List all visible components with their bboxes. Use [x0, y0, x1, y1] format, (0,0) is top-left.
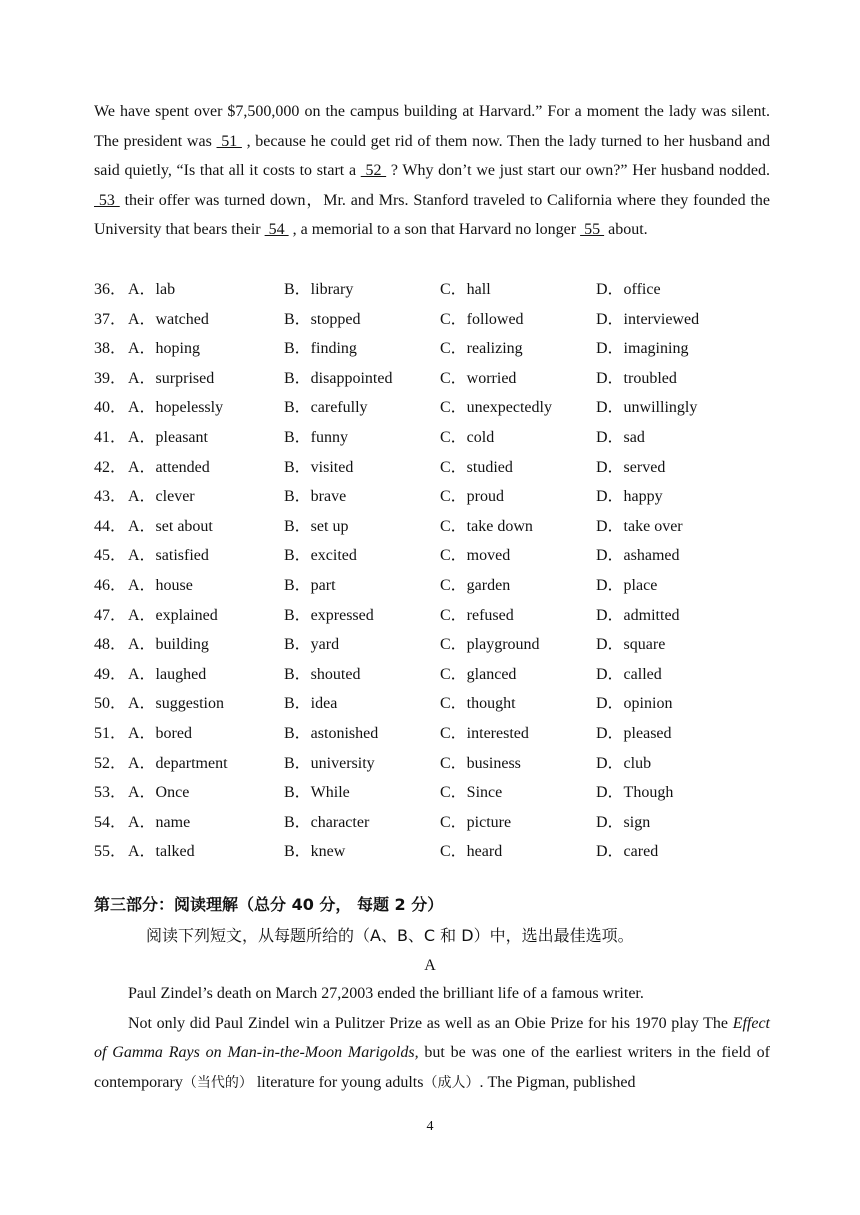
question-row: [94, 453, 774, 483]
option-a: A．set about: [128, 517, 213, 535]
option-a: A．clever: [128, 488, 195, 506]
option-c: C．followed: [440, 310, 524, 328]
question-row: [94, 749, 774, 779]
passage-label: A: [424, 957, 436, 974]
option-a: A．satisfied: [128, 547, 209, 565]
option-d: D．sign: [596, 813, 651, 831]
question-row: [94, 275, 774, 305]
passage-text: their offer was turned down，Mr. and Mrs. Stanford traveled to California where they founded the University that bears their: [94, 191, 771, 239]
option-d: D．Though: [596, 784, 674, 802]
option-a: A．laughed: [128, 665, 207, 683]
option-a: A．Once: [128, 784, 190, 802]
question-number: 37．: [94, 310, 127, 328]
option-d: D．square: [596, 636, 666, 654]
option-c: C．interested: [440, 724, 529, 742]
option-b: B．set up: [284, 517, 349, 535]
question-row: [94, 364, 774, 394]
section-instruction: 阅读下列短文，从每题所给的（A、B、C 和 D）中，选出最佳选项。: [146, 926, 634, 945]
question-row: [94, 305, 774, 335]
question-row: [94, 334, 774, 364]
question-number: 54．: [94, 813, 127, 831]
option-c: C．studied: [440, 458, 513, 476]
option-c: C．heard: [440, 843, 503, 861]
paragraph-text: literature for young adults: [252, 1073, 424, 1091]
question-row: [94, 482, 774, 512]
option-a: A．building: [128, 636, 209, 654]
option-b: B．knew: [284, 843, 346, 861]
option-a: A．explained: [128, 606, 218, 624]
option-b: B．stopped: [284, 310, 361, 328]
question-number: 48．: [94, 636, 127, 654]
option-a: A．watched: [128, 310, 209, 328]
play-title: Effect of Gamma Rays on Man-in-the-Moon Marigolds,: [94, 1014, 770, 1062]
option-b: B．astonished: [284, 724, 379, 742]
passage-text: , a memorial to a son that Harvard no longer: [288, 221, 581, 239]
question-number: 49．: [94, 665, 127, 683]
option-a: A．talked: [128, 843, 195, 861]
option-c: C．cold: [440, 428, 495, 446]
option-b: B．yard: [284, 636, 340, 654]
question-row: [94, 393, 774, 423]
question-number: 45．: [94, 547, 127, 565]
option-a: A．department: [128, 754, 228, 772]
paragraph-text: Not only did Paul Zindel win a Pulitzer Prize as well as an Obie Prize for his 1970 play The: [128, 1014, 733, 1032]
option-b: B．While: [284, 784, 350, 802]
option-c: C．take down: [440, 517, 533, 535]
option-b: B．part: [284, 576, 336, 594]
option-d: D．troubled: [596, 369, 677, 387]
question-row: [94, 630, 774, 660]
question-number: 46．: [94, 576, 127, 594]
option-c: C．worried: [440, 369, 517, 387]
option-c: C．glanced: [440, 665, 517, 683]
option-a: A．bored: [128, 724, 192, 742]
option-d: D．club: [596, 754, 652, 772]
option-c: C．refused: [440, 606, 514, 624]
paragraph-text: . The Pigman, published: [479, 1073, 636, 1091]
question-row: [94, 719, 774, 749]
option-d: D．cared: [596, 843, 659, 861]
gloss: （当代的）: [182, 1074, 253, 1091]
question-row: [94, 808, 774, 838]
option-d: D．unwillingly: [596, 399, 698, 417]
question-row: [94, 660, 774, 690]
option-c: C．Since: [440, 784, 503, 802]
question-number: 36．: [94, 281, 127, 298]
option-c: C．garden: [440, 576, 511, 594]
option-c: C．proud: [440, 488, 505, 506]
blank-52: 52: [360, 162, 387, 180]
page-number: 4: [426, 1119, 434, 1134]
question-row: [94, 541, 774, 571]
option-a: A．hopelessly: [128, 399, 224, 417]
option-b: B．university: [284, 754, 375, 772]
passage-continuation: [94, 97, 770, 245]
passage-text: We have spent over $7,500,000 on the campus building at Harvard.” For a moment the lady was silent. The president was: [94, 103, 770, 150]
option-c: C．unexpectedly: [440, 399, 552, 417]
option-d: D．imagining: [596, 340, 689, 358]
option-a: A．name: [128, 813, 191, 831]
blank-53: 53: [94, 191, 120, 209]
option-a: A．surprised: [128, 369, 215, 387]
option-b: B．finding: [284, 340, 357, 358]
option-b: B．carefully: [284, 399, 368, 417]
option-d: D．pleased: [596, 724, 672, 742]
question-row: [94, 837, 774, 867]
paragraph-1: Paul Zindel’s death on March 27,2003 ended the brilliant life of a famous writer.: [128, 985, 644, 1002]
reading-passage: [94, 979, 770, 1098]
blank-55: 55: [580, 221, 605, 239]
option-b: B．library: [284, 281, 354, 298]
option-c: C．playground: [440, 636, 540, 654]
option-c: C．business: [440, 754, 521, 772]
option-c: C．thought: [440, 695, 516, 713]
question-number: 43．: [94, 488, 127, 506]
option-c: C．realizing: [440, 340, 523, 358]
option-d: D．called: [596, 665, 662, 683]
option-b: B．expressed: [284, 606, 374, 624]
option-b: B．idea: [284, 695, 338, 713]
section-heading: 第三部分：阅读理解（总分 40 分， 每题 2 分）: [94, 895, 444, 914]
option-d: D．happy: [596, 488, 663, 506]
question-number: 38．: [94, 340, 127, 358]
option-b: B．disappointed: [284, 369, 393, 387]
question-row: [94, 423, 774, 453]
question-number: 53．: [94, 784, 127, 802]
question-number: 39．: [94, 369, 127, 387]
question-number: 40．: [94, 399, 127, 417]
option-a: A．pleasant: [128, 428, 208, 446]
option-d: D．place: [596, 576, 658, 594]
passage-text: , because he could get rid of them now. Then the lady turned to her husband and said quietly, “Is that all it costs to start a: [94, 132, 771, 180]
option-d: D．opinion: [596, 695, 673, 713]
option-d: D．served: [596, 458, 666, 476]
question-number: 47．: [94, 606, 127, 624]
option-b: B．visited: [284, 458, 354, 476]
question-row: [94, 512, 774, 542]
question-number: 55．: [94, 843, 127, 861]
option-b: B．excited: [284, 547, 357, 565]
gloss: （成人）: [423, 1074, 480, 1091]
question-row: [94, 778, 774, 808]
option-d: D．ashamed: [596, 547, 680, 565]
option-b: B．character: [284, 813, 370, 831]
option-a: A．suggestion: [128, 695, 225, 713]
option-a: A．house: [128, 576, 193, 594]
passage-text: ? Why don’t we just start our own?” Her husband nodded.: [386, 162, 771, 180]
passage-text: about.: [604, 221, 648, 239]
paragraph-text: but be was one of the earliest writers in the field of contemporary: [94, 1044, 770, 1091]
question-number: 44．: [94, 517, 127, 535]
question-number: 52．: [94, 754, 127, 772]
question-row: [94, 571, 774, 601]
option-a: A．hoping: [128, 340, 201, 358]
option-c: C．picture: [440, 813, 512, 831]
blank-54: 54: [264, 221, 289, 239]
answer-options-list: [94, 275, 774, 867]
option-d: D．office: [596, 281, 661, 298]
option-c: C．hall: [440, 281, 491, 298]
option-d: D．admitted: [596, 606, 680, 624]
question-row: [94, 601, 774, 631]
question-number: 51．: [94, 724, 127, 742]
question-number: 42．: [94, 458, 127, 476]
blank-51: 51: [216, 132, 242, 150]
option-b: B．shouted: [284, 665, 361, 683]
option-d: D．sad: [596, 428, 645, 446]
option-d: D．interviewed: [596, 310, 700, 328]
question-number: 41．: [94, 428, 127, 446]
option-c: C．moved: [440, 547, 511, 565]
question-number: 50．: [94, 695, 127, 713]
option-a: A．attended: [128, 458, 210, 476]
option-b: B．brave: [284, 488, 347, 506]
option-b: B．funny: [284, 428, 349, 446]
paragraph-2: [94, 1009, 770, 1099]
option-d: D．take over: [596, 517, 683, 535]
option-a: A．lab: [128, 281, 176, 298]
question-row: [94, 689, 774, 719]
